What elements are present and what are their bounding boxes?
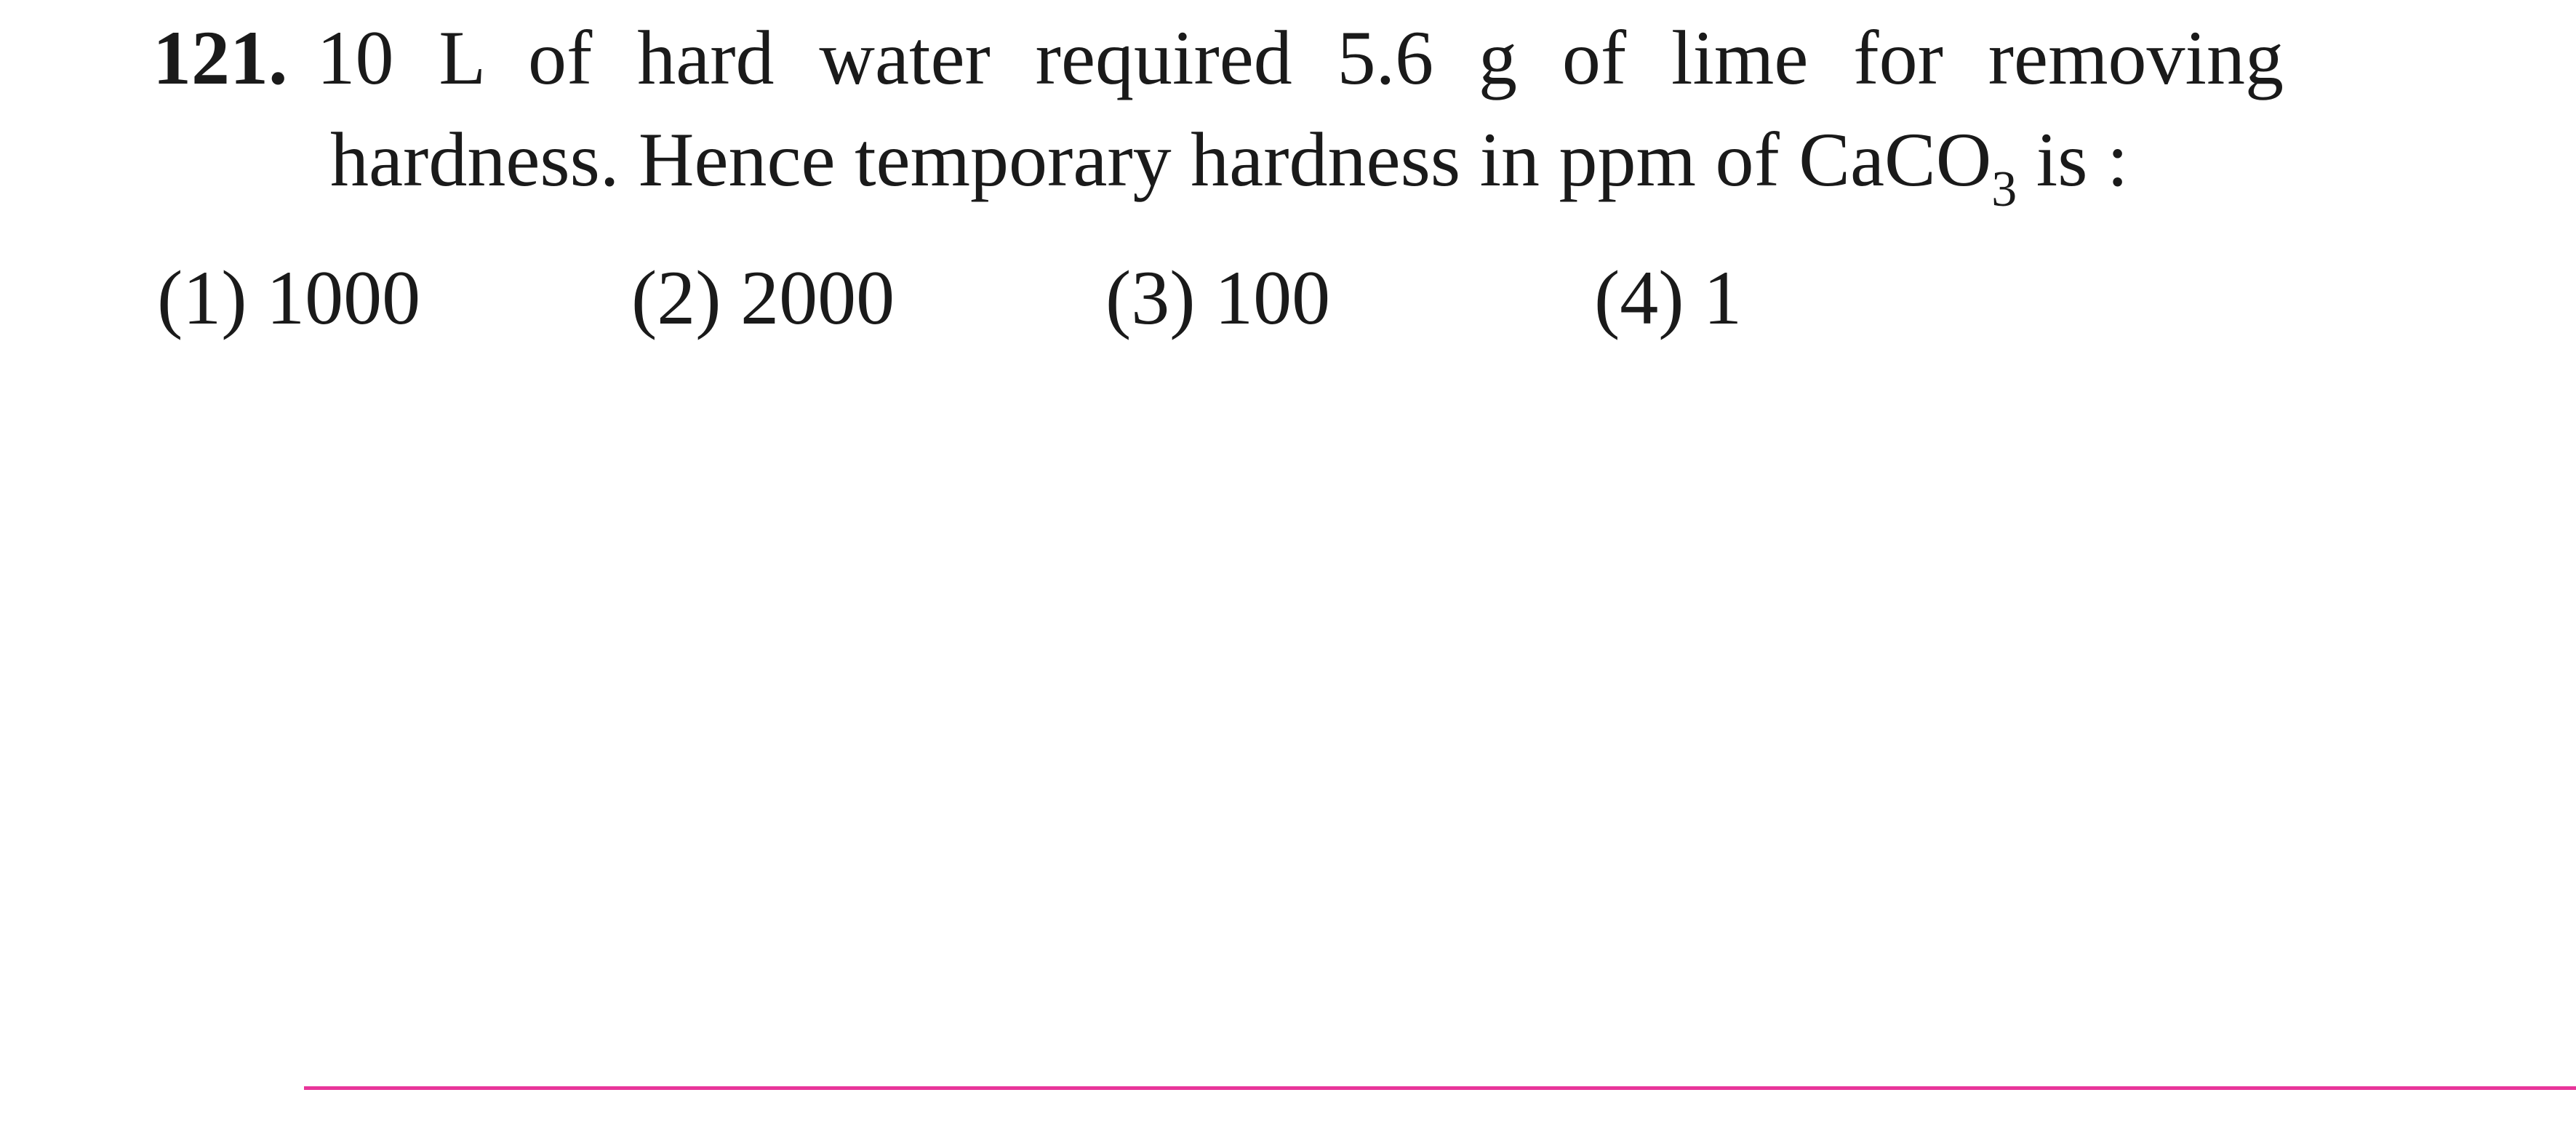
question-line-2 [330, 109, 2284, 217]
question-text-line-2: hardness. Hence temporary hardness in ppm of CaCO [330, 117, 1992, 202]
option-2[interactable]: (2) 2000 [631, 255, 895, 340]
formula-subscript: 3 [1991, 161, 2017, 217]
question-text-tail: is : [2017, 117, 2129, 202]
option-3[interactable]: (3) 100 [1105, 255, 1331, 340]
question-text-line-1: 10 L of hard water required 5.6 g of lime for removing [316, 15, 2284, 100]
option-4[interactable]: (4) 1 [1594, 255, 1743, 340]
question-block [153, 7, 2284, 217]
question-line-1 [153, 7, 2284, 109]
options-row [0, 247, 2182, 349]
section-divider [304, 1086, 2576, 1090]
question-number: 121. [153, 15, 288, 100]
option-1[interactable]: (1) 1000 [157, 255, 421, 340]
